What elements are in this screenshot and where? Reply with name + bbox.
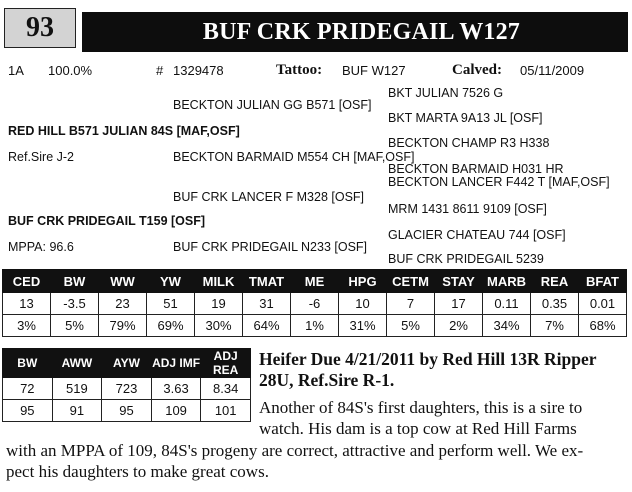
epd-header: MARB bbox=[483, 270, 531, 293]
ratio-header: ADJ IMF bbox=[151, 349, 201, 378]
epd-percentile: 1% bbox=[291, 315, 339, 337]
epd-value: 23 bbox=[99, 293, 147, 315]
epd-value: 0.35 bbox=[531, 293, 579, 315]
pedigree-dam-dam: BUF CRK PRIDEGAIL N233 [OSF] bbox=[173, 240, 368, 254]
ratio-value: 3.63 bbox=[151, 378, 201, 400]
ratio-value: 95 bbox=[102, 400, 152, 422]
epd-header: CED bbox=[3, 270, 51, 293]
epd-header: STAY bbox=[435, 270, 483, 293]
epd-percentile: 7% bbox=[531, 315, 579, 337]
epd-percentile: 5% bbox=[387, 315, 435, 337]
epd-value: -3.5 bbox=[51, 293, 99, 315]
epd-values-row bbox=[3, 293, 627, 315]
ratio-value: 519 bbox=[52, 378, 102, 400]
ratio-row bbox=[3, 400, 251, 422]
pedigree-sire-sire: BECKTON JULIAN GG B571 [OSF] bbox=[173, 98, 372, 112]
epd-percentile: 69% bbox=[147, 315, 195, 337]
pedigree-sire: RED HILL B571 JULIAN 84S [MAF,OSF] bbox=[8, 124, 240, 138]
pedigree-dam: BUF CRK PRIDEGAIL T159 [OSF] bbox=[8, 214, 206, 228]
animal-name-banner bbox=[82, 12, 628, 52]
ratio-header: ADJ REA bbox=[201, 349, 251, 378]
epd-header: TMAT bbox=[243, 270, 291, 293]
ratio-value: 8.34 bbox=[201, 378, 251, 400]
comment-line: Another of 84S's first daughters, this is a sire to bbox=[259, 398, 583, 417]
tattoo-type: 1A bbox=[8, 63, 24, 78]
epd-percentile: 34% bbox=[483, 315, 531, 337]
pedigree-ssd: BKT MARTA 9A13 JL [OSF] bbox=[388, 111, 543, 125]
pedigree-sire-dam: BECKTON BARMAID M554 CH [MAF,OSF] bbox=[173, 150, 415, 164]
ratio-value: 723 bbox=[102, 378, 152, 400]
epd-value: 51 bbox=[147, 293, 195, 315]
ratio-header: AWW bbox=[52, 349, 102, 378]
pedigree-dss: BECKTON LANCER F442 T [MAF,OSF] bbox=[388, 175, 610, 189]
epd-value: 10 bbox=[339, 293, 387, 315]
epd-header: REA bbox=[531, 270, 579, 293]
comment-line: with an MPPA of 109, 84S's progeny are correct, attractive and perform well. We ex- bbox=[6, 441, 584, 460]
epd-value: 19 bbox=[195, 293, 243, 315]
reg-number: 1329478 bbox=[173, 63, 224, 78]
epd-header: MILK bbox=[195, 270, 243, 293]
ratio-value: 95 bbox=[3, 400, 53, 422]
epd-header-row bbox=[3, 270, 627, 293]
ratio-header: AYW bbox=[102, 349, 152, 378]
pedigree-dam-mppa: MPPA: 96.6 bbox=[8, 240, 74, 254]
epd-header: ME bbox=[291, 270, 339, 293]
epd-value: 31 bbox=[243, 293, 291, 315]
epd-value: 0.11 bbox=[483, 293, 531, 315]
pedigree-sds: BECKTON CHAMP R3 H338 bbox=[388, 136, 550, 150]
lot-number: 93 bbox=[4, 8, 76, 48]
ratio-value: 91 bbox=[52, 400, 102, 422]
breeding-headline: Heifer Due 4/21/2011 by Red Hill 13R Ripper 28U, Ref.Sire R-1. bbox=[259, 349, 597, 390]
ratio-value: 72 bbox=[3, 378, 53, 400]
ratio-value: 101 bbox=[201, 400, 251, 422]
ratio-value: 109 bbox=[151, 400, 201, 422]
epd-value: 7 bbox=[387, 293, 435, 315]
calved-value: 05/11/2009 bbox=[520, 63, 585, 78]
epd-percentile: 79% bbox=[99, 315, 147, 337]
epd-percentile-row bbox=[3, 315, 627, 337]
epd-header: BW bbox=[51, 270, 99, 293]
epd-percentile: 68% bbox=[579, 315, 627, 337]
calved-label: Calved: bbox=[452, 62, 502, 78]
pedigree-sire-ref: Ref.Sire J-2 bbox=[8, 150, 74, 164]
ratio-header-row bbox=[3, 349, 251, 378]
pedigree-ddd: BUF CRK PRIDEGAIL 5239 bbox=[388, 252, 544, 266]
pedigree-sdd: BECKTON BARMAID H031 HR bbox=[388, 162, 564, 176]
ratio-row bbox=[3, 378, 251, 400]
reg-label: # bbox=[156, 63, 164, 78]
epd-value: 0.01 bbox=[579, 293, 627, 315]
epd-table bbox=[2, 269, 627, 337]
ratio-header: BW bbox=[3, 349, 53, 378]
epd-value: 17 bbox=[435, 293, 483, 315]
comment-line: watch. His dam is a top cow at Red Hill Farms bbox=[259, 419, 577, 438]
epd-percentile: 3% bbox=[3, 315, 51, 337]
epd-value: 13 bbox=[3, 293, 51, 315]
ratio-table bbox=[2, 348, 251, 422]
pedigree-sss: BKT JULIAN 7526 G bbox=[388, 86, 504, 100]
percent: 100.0% bbox=[48, 63, 93, 78]
epd-percentile: 30% bbox=[195, 315, 243, 337]
epd-header: WW bbox=[99, 270, 147, 293]
comment-line: pect his daughters to make great cows. bbox=[6, 462, 269, 481]
tattoo-label: Tattoo: bbox=[276, 62, 323, 78]
epd-percentile: 5% bbox=[51, 315, 99, 337]
epd-header: BFAT bbox=[579, 270, 627, 293]
epd-value: -6 bbox=[291, 293, 339, 315]
pedigree-dsd: MRM 1431 8611 9109 [OSF] bbox=[388, 202, 547, 216]
epd-header: CETM bbox=[387, 270, 435, 293]
pedigree-dam-sire: BUF CRK LANCER F M328 [OSF] bbox=[173, 190, 365, 204]
animal-name: BUF CRK PRIDEGAIL W127 bbox=[202, 18, 520, 45]
epd-percentile: 31% bbox=[339, 315, 387, 337]
epd-header: YW bbox=[147, 270, 195, 293]
pedigree-dds: GLACIER CHATEAU 744 [OSF] bbox=[388, 228, 566, 242]
tattoo-value: BUF W127 bbox=[342, 63, 406, 78]
epd-percentile: 64% bbox=[243, 315, 291, 337]
epd-header: HPG bbox=[339, 270, 387, 293]
epd-percentile: 2% bbox=[435, 315, 483, 337]
